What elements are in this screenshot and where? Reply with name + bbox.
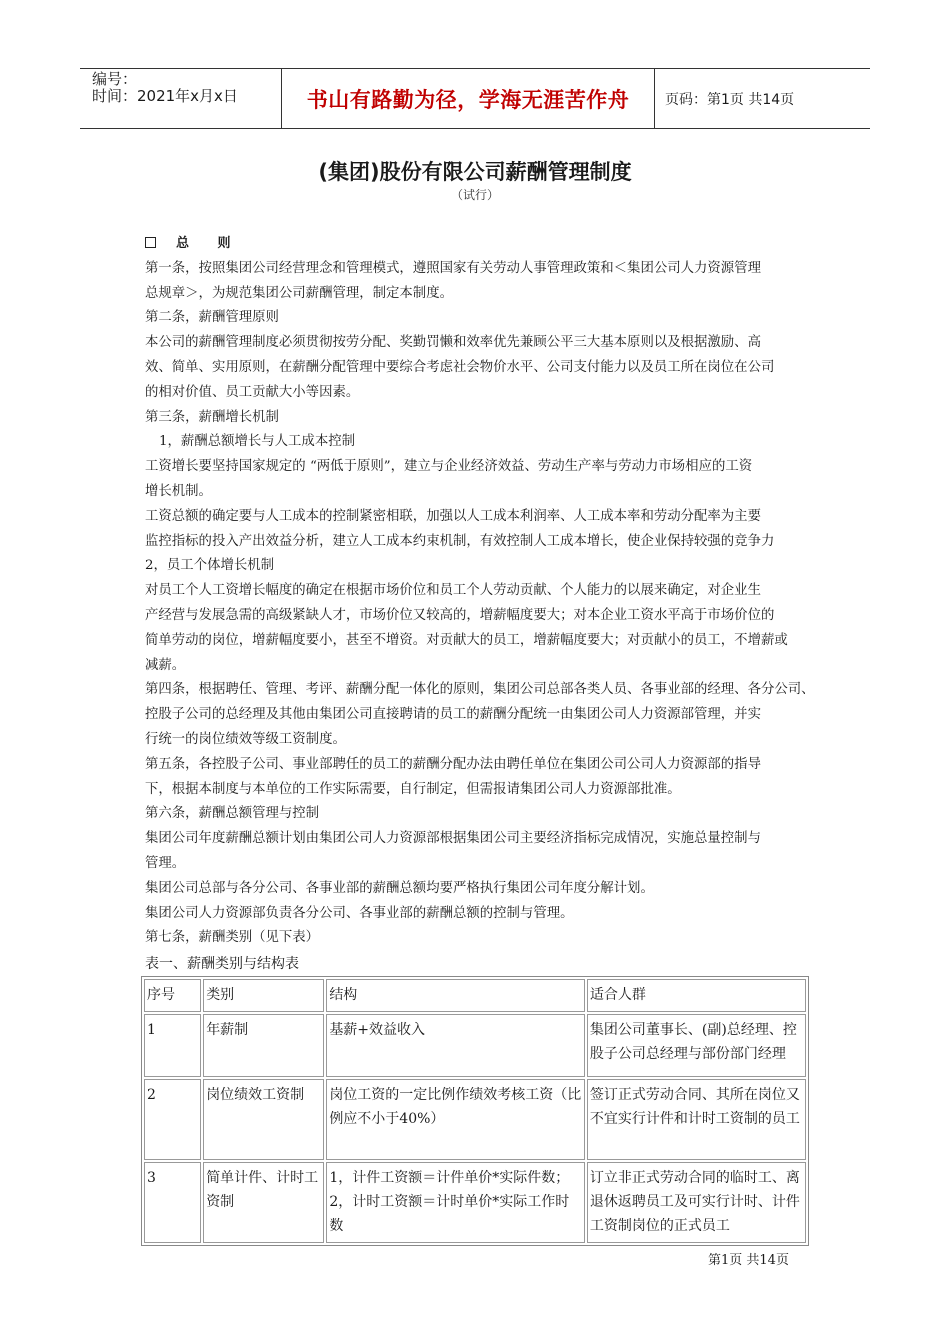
paragraph-line: 增长机制。 bbox=[145, 483, 212, 499]
table-cell: 简单计件、计时工资制 bbox=[203, 1162, 324, 1243]
paragraph-line: 第六条，薪酬总额管理与控制 bbox=[145, 806, 320, 822]
table-cell: 1，计件工资额＝计件单价*实际件数；2，计时工资额＝计时单价*实际工作时数 bbox=[326, 1162, 585, 1243]
table-row bbox=[144, 1079, 806, 1160]
table-cell: 2 bbox=[144, 1079, 201, 1160]
document-header bbox=[80, 68, 870, 129]
page-footer: 第1页 共14页 bbox=[708, 1253, 789, 1268]
paragraph-line: 第七条，薪酬类别（见下表） bbox=[145, 930, 320, 946]
checkbox-square-icon bbox=[145, 237, 156, 248]
paragraph-line: 工资增长要坚持国家规定的 “两低于原则”，建立与企业经济效益、劳动生产率与劳动力市场相应的工资 bbox=[145, 459, 753, 475]
paragraph-line: 减薪。 bbox=[145, 657, 186, 673]
table-header-cell: 结构 bbox=[326, 979, 585, 1012]
table-header-cell: 适合人群 bbox=[587, 979, 806, 1012]
table-cell: 签订正式劳动合同、其所在岗位又不宜实行计件和计时工资制的员工 bbox=[587, 1079, 806, 1160]
paragraph-line: 产经营与发展急需的高级紧缺人才，市场价位又较高的，增薪幅度要大；对本企业工资水平高于市场价位的 bbox=[145, 607, 775, 623]
paragraph-line: 集团公司人力资源部负责各分公司、各事业部的薪酬总额的控制与管理。 bbox=[145, 905, 574, 921]
section-heading: 总 则 bbox=[145, 232, 815, 257]
paragraph-line: 控股子公司的总经理及其他由集团公司直接聘请的员工的薪酬分配统一由集团公司人力资源部管理，并实 bbox=[145, 707, 761, 723]
document-number-label: 编号： bbox=[92, 70, 138, 88]
paragraph-line: 行统一的岗位绩效等级工资制度。 bbox=[145, 731, 346, 747]
paragraph-line: 效、简单、实用原则，在薪酬分配管理中要综合考虑社会物价水平、公司支付能力以及员工所在岗位在公司 bbox=[145, 359, 775, 375]
header-page-label: 页码：第1页 共14页 bbox=[665, 91, 795, 108]
paragraph-line: 本公司的薪酬管理制度必须贯彻按劳分配、奖勤罚懒和效率优先兼顾公平三大基本原则以及根据激励、高 bbox=[145, 335, 761, 351]
document-title: (集团)股份有限公司薪酬管理制度 bbox=[318, 160, 632, 184]
paragraph-line: 简单劳动的岗位，增薪幅度要小，甚至不增资。对贡献大的员工，增薪幅度要大；对贡献小的员工，不增薪或 bbox=[145, 632, 788, 648]
paragraph-line: 第二条，薪酬管理原则 bbox=[145, 310, 279, 326]
table-cell: 3 bbox=[144, 1162, 201, 1243]
paragraph-line: 第五条，各控股子公司、事业部聘任的员工的薪酬分配办法由聘任单位在集团公司公司人力资源部的指导 bbox=[145, 756, 761, 772]
header-motto: 书山有路勤为径，学海无涯苦作舟 bbox=[282, 69, 655, 128]
table-cell: 岗位绩效工资制 bbox=[203, 1079, 324, 1160]
table-row bbox=[144, 1014, 806, 1077]
table-cell: 基薪+效益收入 bbox=[326, 1014, 585, 1077]
salary-type-table bbox=[141, 976, 809, 1246]
paragraph-line: 下，根据本制度与本单位的工作实际需要，自行制定，但需报请集团公司人力资源部批准。 bbox=[145, 781, 681, 797]
document-subtitle: （试行） bbox=[450, 188, 499, 202]
table-row bbox=[144, 1162, 806, 1243]
paragraph-line: 总规章＞，为规范集团公司薪酬管理，制定本制度。 bbox=[145, 285, 453, 301]
document-body bbox=[145, 232, 815, 951]
paragraph-line: 工资总额的确定要与人工成本的控制紧密相联，加强以人工成本利润率、人工成本率和劳动分配率为主要 bbox=[145, 508, 761, 524]
table-header-cell: 序号 bbox=[144, 979, 201, 1012]
paragraph-line: 第一条，按照集团公司经营理念和管理模式，遵照国家有关劳动人事管理政策和＜集团公司人力资源管理 bbox=[145, 260, 761, 276]
paragraph-line: 第四条，根据聘任、管理、考评、薪酬分配一体化的原则，集团公司总部各类人员、各事业部的经理、各分公司、 bbox=[145, 682, 815, 698]
paragraph-line: 2，员工个体增长机制 bbox=[145, 558, 275, 574]
table-cell: 岗位工资的一定比例作绩效考核工资（比例应不小于40%） bbox=[326, 1079, 585, 1160]
paragraph-line: 第三条，薪酬增长机制 bbox=[145, 409, 279, 425]
header-meta bbox=[80, 69, 282, 128]
paragraph-line: 集团公司年度薪酬总额计划由集团公司人力资源部根据集团公司主要经济指标完成情况，实施总量控制与 bbox=[145, 831, 761, 847]
paragraph-line: 监控指标的投入产出效益分析，建立人工成本约束机制，有效控制人工成本增长，使企业保持较强的竞争力 bbox=[145, 533, 775, 549]
paragraph-line: 管理。 bbox=[145, 855, 186, 871]
paragraph-line: 集团公司总部与各分公司、各事业部的薪酬总额均要严格执行集团公司年度分解计划。 bbox=[145, 880, 654, 896]
table-cell: 集团公司董事长、(副)总经理、控股子公司总经理与部份部门经理 bbox=[587, 1014, 806, 1077]
paragraph-line: 1，薪酬总额增长与人工成本控制 bbox=[159, 434, 355, 450]
paragraph-line: 对员工个人工资增长幅度的确定在根据市场价位和员工个人劳动贡献、个人能力的以展来确定，对企业生 bbox=[145, 583, 761, 599]
table-header-cell: 类别 bbox=[203, 979, 324, 1012]
table-caption: 表一、薪酬类别与结构表 bbox=[145, 956, 299, 972]
table-header-row bbox=[144, 979, 806, 1012]
table-cell: 订立非正式劳动合同的临时工、离退休返聘员工及可实行计时、计件工资制岗位的正式员工 bbox=[587, 1162, 806, 1243]
paragraph-line: 的相对价值、员工贡献大小等因素。 bbox=[145, 384, 360, 400]
table-cell: 1 bbox=[144, 1014, 201, 1077]
document-time-label: 时间：2021年x月x日 bbox=[92, 87, 238, 105]
table-cell: 年薪制 bbox=[203, 1014, 324, 1077]
